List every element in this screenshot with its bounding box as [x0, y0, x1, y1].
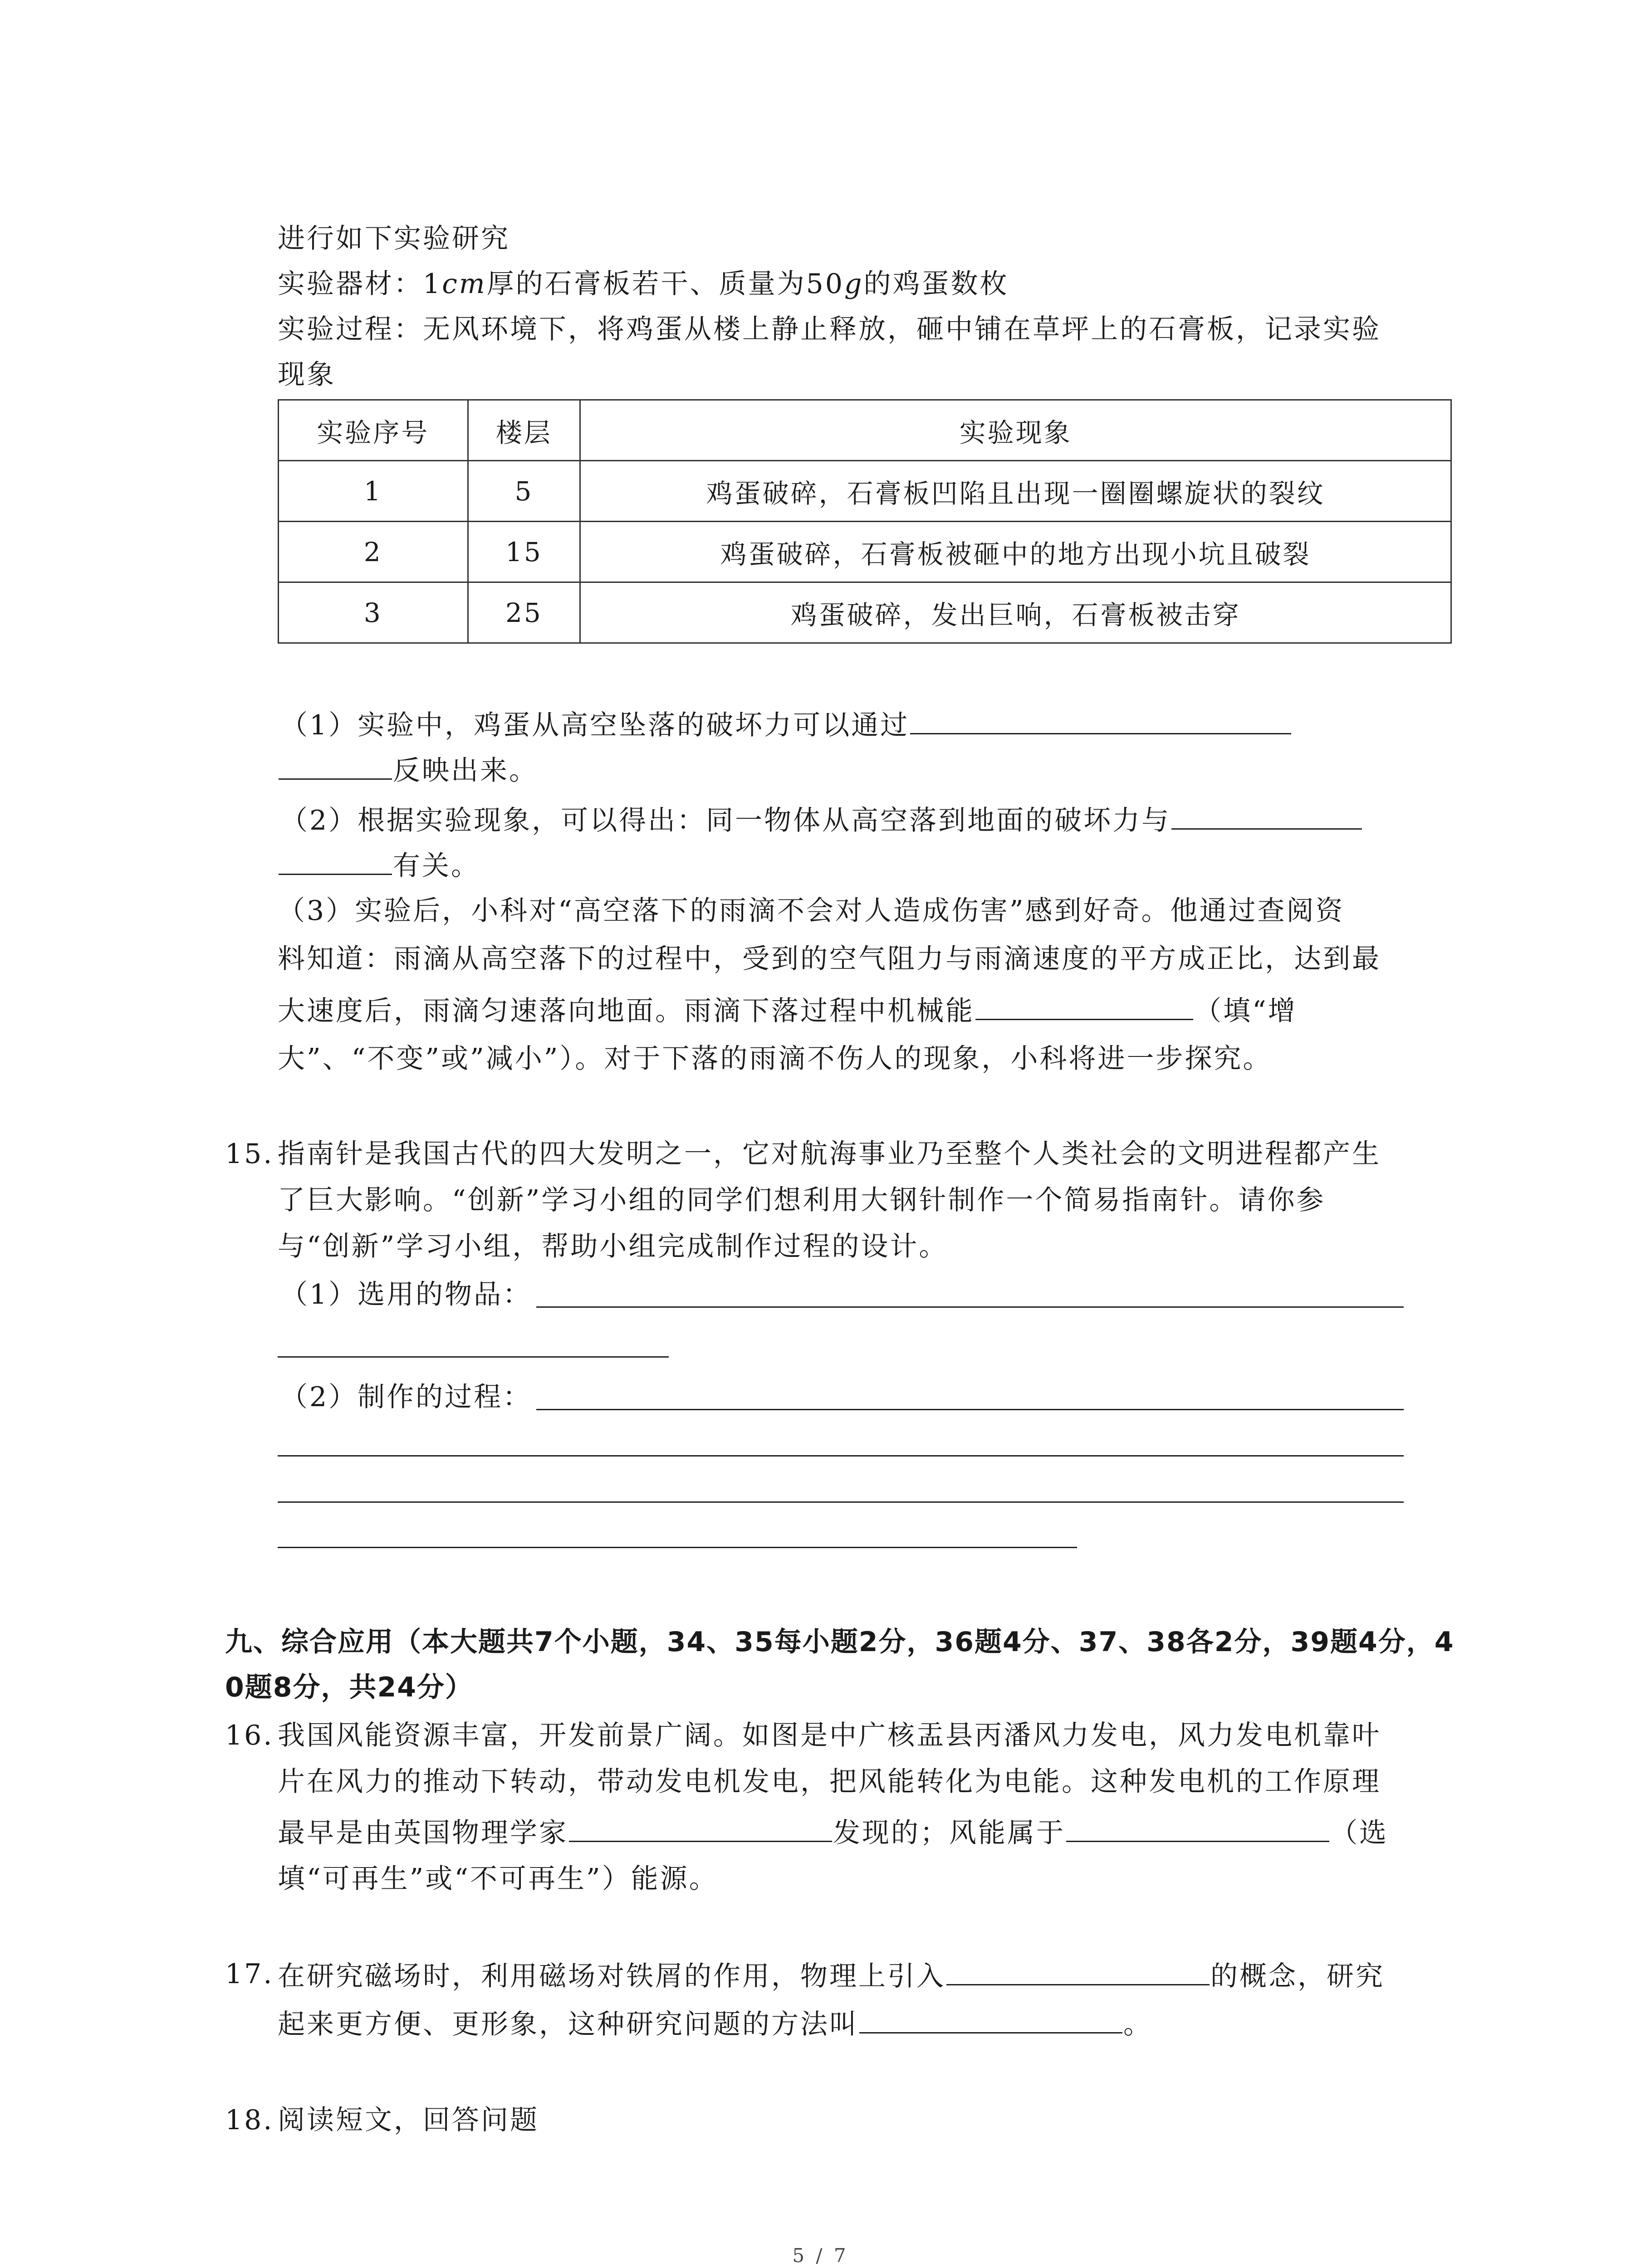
q15-line3: 与“创新”学习小组，帮助小组完成制作过程的设计。: [278, 1231, 948, 1262]
q17-concept-blank[interactable]: [946, 1956, 1210, 1985]
q17-line2: [278, 2004, 1152, 2043]
header-trial-number: 实验序号: [279, 400, 468, 461]
cell-floor: 25: [468, 582, 580, 643]
equipment-prefix: 实验器材：: [278, 268, 423, 300]
header-phenomenon: 实验现象: [580, 400, 1451, 461]
q14-part3-blank[interactable]: [975, 991, 1193, 1020]
cell-phenomenon: 鸡蛋破碎，石膏板被砸中的地方出现小坑且破裂: [580, 522, 1451, 582]
q14-part1-blank[interactable]: [910, 705, 1291, 734]
section-9-heading-line2: 0题8分，共24分）: [225, 1672, 473, 1703]
q14-part3-line3: [278, 991, 1297, 1029]
q14-part1-line2: [278, 750, 538, 789]
q14-part2-text: （2）根据实验现象，可以得出：同一物体从高空落到地面的破坏力与: [280, 805, 1171, 836]
q16-text-b: 发现的；风能属于: [833, 1817, 1065, 1849]
q15-item2-answer-line-4[interactable]: [278, 1547, 1077, 1548]
q15-item1-answer-line[interactable]: [536, 1306, 1404, 1308]
q14-part3-text-b: （填“增: [1194, 995, 1297, 1027]
process-line-2: 现象: [278, 359, 336, 391]
section-9-heading-line1: 九、综合应用（本大题共7个小题，34、35每小题2分，36题4分、37、38各2分，39题4分，4: [225, 1626, 1455, 1658]
q17-line1: [278, 1956, 1385, 1994]
q16-line2: 片在风力的推动下转动，带动发电机发电，把风能转化为电能。这种发电机的工作原理: [278, 1766, 1381, 1798]
q16-text-c: （选: [1330, 1817, 1388, 1849]
q14-part2-line2: [278, 846, 480, 884]
cell-phenomenon: 鸡蛋破碎，发出巨响，石膏板被击穿: [580, 582, 1451, 643]
q15-line2: 了巨大影响。“创新”学习小组的同学们想利用大钢针制作一个简易指南针。请你参: [278, 1184, 1326, 1216]
q17-text-d: 。: [1123, 2009, 1152, 2040]
experiment-table: [278, 399, 1452, 644]
cell-trial: 2: [279, 522, 468, 582]
table-row: [279, 582, 1451, 643]
q15-item1-label: （1）选用的物品：: [280, 1279, 532, 1310]
equipment-thickness: 1: [423, 268, 442, 300]
q14-part2-line1: [280, 800, 1363, 839]
cell-phenomenon: 鸡蛋破碎，石膏板凹陷且出现一圈圈螺旋状的裂纹: [580, 461, 1451, 522]
q15-item1-answer-line-2[interactable]: [278, 1356, 669, 1358]
q15-item2-answer-line[interactable]: [536, 1409, 1404, 1410]
q14-part2-text-2: 有关。: [393, 850, 480, 882]
q15-item2-answer-line-3[interactable]: [278, 1501, 1404, 1503]
equipment-suffix: 的鸡蛋数枚: [863, 268, 1009, 300]
q14-part1-blank-cont[interactable]: [279, 750, 392, 780]
q16-text-a: 最早是由英国物理学家: [278, 1817, 568, 1849]
q16-line3: [278, 1813, 1388, 1851]
equipment-line: [278, 266, 1009, 302]
cell-floor: 5: [468, 461, 580, 522]
q15-item2-label: （2）制作的过程：: [280, 1381, 532, 1413]
q14-part2-blank-cont[interactable]: [279, 846, 392, 875]
q15-line1: 指南针是我国古代的四大发明之一，它对航海事业乃至整个人类社会的文明进程都产生: [278, 1138, 1381, 1170]
equipment-mid: 厚的石膏板若干、质量为50: [486, 268, 845, 300]
q17-number: 17.: [225, 1958, 274, 1990]
header-floor: 楼层: [468, 400, 580, 461]
q18-number: 18.: [225, 2104, 274, 2136]
q16-number: 16.: [225, 1720, 274, 1751]
unit-g: g: [844, 268, 864, 300]
q14-part3-line2: 料知道：雨滴从高空落下的过程中，受到的空气阻力与雨滴速度的平方成正比，达到最: [278, 943, 1381, 975]
q16-physicist-blank[interactable]: [569, 1813, 832, 1842]
q15-item2-answer-line-2[interactable]: [278, 1455, 1404, 1457]
unit-cm: cm: [442, 268, 487, 300]
q14-part3-line1: （3）实验后，小科对“高空落下的雨滴不会对人造成伤害”感到好奇。他通过查阅资: [278, 895, 1345, 927]
intro-line-1: 进行如下实验研究: [278, 223, 510, 254]
q14-part1-text: （1）实验中，鸡蛋从高空坠落的破坏力可以通过: [280, 709, 910, 741]
q14-part3-text-a: 大速度后，雨滴匀速落向地面。雨滴下落过程中机械能: [278, 995, 975, 1027]
q16-energy-type-blank[interactable]: [1066, 1813, 1329, 1842]
table-row: [279, 522, 1451, 582]
q17-text-a: 在研究磁场时，利用磁场对铁屑的作用，物理上引入: [278, 1960, 945, 1992]
q17-text-b: 的概念，研究: [1210, 1960, 1385, 1992]
page-number: 5 / 7: [792, 2244, 849, 2267]
q17-text-c: 起来更方便、更形象，这种研究问题的方法叫: [278, 2009, 858, 2040]
cell-trial: 3: [279, 582, 468, 643]
q14-part3-line4: 大”、“不变”或”减小”）。对于下落的雨滴不伤人的现象，小科将进一步探究。: [278, 1043, 1272, 1075]
table-header-row: [279, 400, 1451, 461]
cell-floor: 15: [468, 522, 580, 582]
table-row: [279, 461, 1451, 522]
q17-method-blank[interactable]: [859, 2004, 1122, 2033]
q14-part1-text-2: 反映出来。: [393, 755, 538, 787]
q16-line4: 填“可再生”或“不可再生”）能源。: [278, 1863, 718, 1895]
q14-part2-blank[interactable]: [1171, 800, 1362, 830]
q18-line1: 阅读短文，回答问题: [278, 2104, 539, 2136]
q15-number: 15.: [225, 1138, 274, 1170]
process-line-1: 实验过程：无风环境下，将鸡蛋从楼上静止释放，砸中铺在草坪上的石膏板，记录实验: [278, 313, 1381, 345]
q16-line1: 我国风能资源丰富，开发前景广阔。如图是中广核盂县丙潘风力发电，风力发电机靠叶: [278, 1720, 1381, 1751]
cell-trial: 1: [279, 461, 468, 522]
q14-part1-line1: [280, 705, 1292, 743]
